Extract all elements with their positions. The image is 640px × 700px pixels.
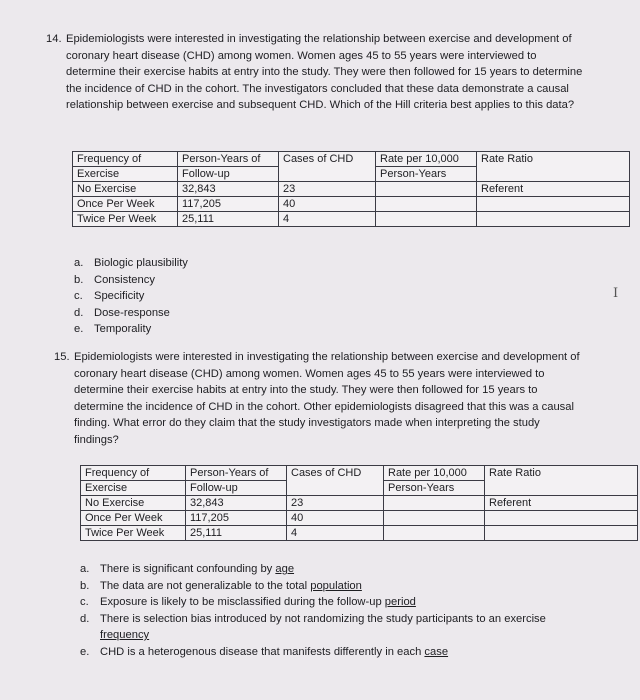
cell-person-years: 117,205 (178, 197, 279, 212)
cell-person-years: 32,843 (186, 496, 287, 511)
cell-ratio: Referent (477, 182, 630, 197)
header-rate-2: Person-Years (376, 167, 477, 182)
option-d[interactable] (80, 611, 580, 644)
option-text-underlined: case (424, 645, 449, 658)
data-table-q14 (72, 151, 630, 227)
option-text-underlined: age (275, 563, 295, 575)
option-letter: d. (74, 306, 84, 319)
option-text-underlined: period (384, 596, 416, 609)
cell-rate (376, 212, 477, 227)
cell-rate (384, 496, 485, 511)
cell-rate (384, 511, 485, 526)
option-letter: c. (80, 596, 89, 609)
cell-person-years: 32,843 (178, 182, 279, 197)
table-row (73, 212, 630, 227)
option-d[interactable] (74, 305, 188, 322)
header-rate: Rate per 10,000 (376, 152, 477, 167)
question-number: 15. (54, 351, 70, 363)
header-rate-ratio: Rate Ratio (485, 466, 638, 496)
option-text: Biologic plausibility (94, 257, 188, 269)
header-person-years: Person-Years of (186, 466, 287, 481)
options-q14 (74, 255, 188, 338)
header-person-years-2: Follow-up (178, 167, 279, 182)
option-text: There is significant confounding by (100, 563, 276, 575)
header-person-years: Person-Years of (178, 152, 279, 167)
cell-rate (376, 182, 477, 197)
table-row (81, 511, 638, 526)
option-a[interactable] (74, 255, 188, 272)
question-number: 14. (46, 33, 62, 45)
text-cursor-icon: I (613, 286, 619, 301)
option-text: Temporality (94, 323, 152, 336)
option-text-underlined: population (310, 579, 362, 592)
cell-frequency: Twice Per Week (81, 526, 186, 541)
header-rate: Rate per 10,000 (384, 466, 485, 481)
option-text: Consistency (94, 273, 155, 286)
option-letter: e. (74, 323, 84, 336)
question-text: Epidemiologists were interested in investigating the relationship between exercise and development of coronary heart disease (CHD) among women. Women ages 45 to 55 years were interviewed to determine their exercise habits at entry into the study. They were then followed for 15 years to determine the incidence of CHD in the cohort. The investigators concluded that these data demonstrate a causal relationship between exercise and subsequent CHD. Which of the Hill criteria best applies to this data? (66, 33, 583, 111)
cell-person-years: 117,205 (186, 511, 287, 526)
table-row (73, 197, 630, 212)
option-text: CHD is a heterogenous disease that manifests differently in each (100, 645, 425, 658)
cell-frequency: No Exercise (81, 496, 186, 511)
header-frequency: Frequency of (81, 466, 186, 481)
option-b[interactable] (74, 272, 188, 289)
option-c[interactable] (74, 288, 188, 305)
option-text: Dose-response (94, 306, 170, 319)
cell-frequency: Once Per Week (81, 511, 186, 526)
option-text: Exposure is likely to be misclassified during the follow-up (100, 596, 385, 609)
cell-rate (376, 197, 477, 212)
header-person-years-2: Follow-up (186, 481, 287, 496)
option-e[interactable] (74, 321, 188, 338)
options-q15 (80, 561, 580, 661)
option-text: There is selection bias introduced by not randomizing the study participants to an exercise (100, 612, 546, 625)
cell-ratio (485, 511, 638, 526)
cell-cases: 40 (287, 511, 384, 526)
question-14 (46, 31, 584, 114)
cell-cases: 40 (279, 197, 376, 212)
header-cases: Cases of CHD (279, 152, 376, 182)
option-letter: a. (74, 257, 84, 269)
cell-frequency: Once Per Week (73, 197, 178, 212)
header-frequency-2: Exercise (73, 167, 178, 182)
option-letter: a. (80, 563, 90, 575)
cell-person-years: 25,111 (178, 212, 279, 227)
option-text-underlined: frequency (100, 629, 150, 642)
header-frequency: Frequency of (73, 152, 178, 167)
table-row (73, 182, 630, 197)
data-table-q15 (80, 465, 638, 541)
cell-ratio (477, 197, 630, 212)
option-letter: b. (74, 273, 84, 286)
header-frequency-2: Exercise (81, 481, 186, 496)
option-letter: b. (80, 579, 90, 592)
option-e[interactable] (80, 644, 580, 661)
cell-ratio (477, 212, 630, 227)
header-rate-ratio: Rate Ratio (477, 152, 630, 182)
cell-cases: 4 (279, 212, 376, 227)
cell-frequency: Twice Per Week (73, 212, 178, 227)
cell-rate (384, 526, 485, 541)
option-letter: d. (80, 612, 90, 625)
cell-cases: 23 (279, 182, 376, 197)
cell-frequency: No Exercise (73, 182, 178, 197)
question-15 (54, 349, 584, 448)
option-letter: e. (80, 645, 90, 658)
table-row (81, 496, 638, 511)
cell-person-years: 25,111 (186, 526, 287, 541)
option-letter: c. (74, 290, 83, 303)
cell-cases: 4 (287, 526, 384, 541)
table-row (81, 526, 638, 541)
cell-cases: 23 (287, 496, 384, 511)
cell-ratio (485, 526, 638, 541)
question-text: Epidemiologists were interested in investigating the relationship between exercise and development of coronary heart disease (CHD) among women. Women ages 45 to 55 years were interviewed to determine their exercise habits at entry into the study. They were then followed for 15 years to determine the incidence of CHD in the cohort. Other epidemiologists disagreed that this was a causal finding. What error do they claim that the study investigators made when interpreting the study findings? (74, 351, 580, 446)
option-a[interactable] (80, 561, 580, 578)
header-rate-2: Person-Years (384, 481, 485, 496)
header-cases: Cases of CHD (287, 466, 384, 496)
option-b[interactable] (80, 578, 580, 595)
option-text: The data are not generalizable to the total (100, 579, 311, 592)
option-text: Specificity (94, 290, 145, 303)
cell-ratio: Referent (485, 496, 638, 511)
option-c[interactable] (80, 594, 580, 611)
